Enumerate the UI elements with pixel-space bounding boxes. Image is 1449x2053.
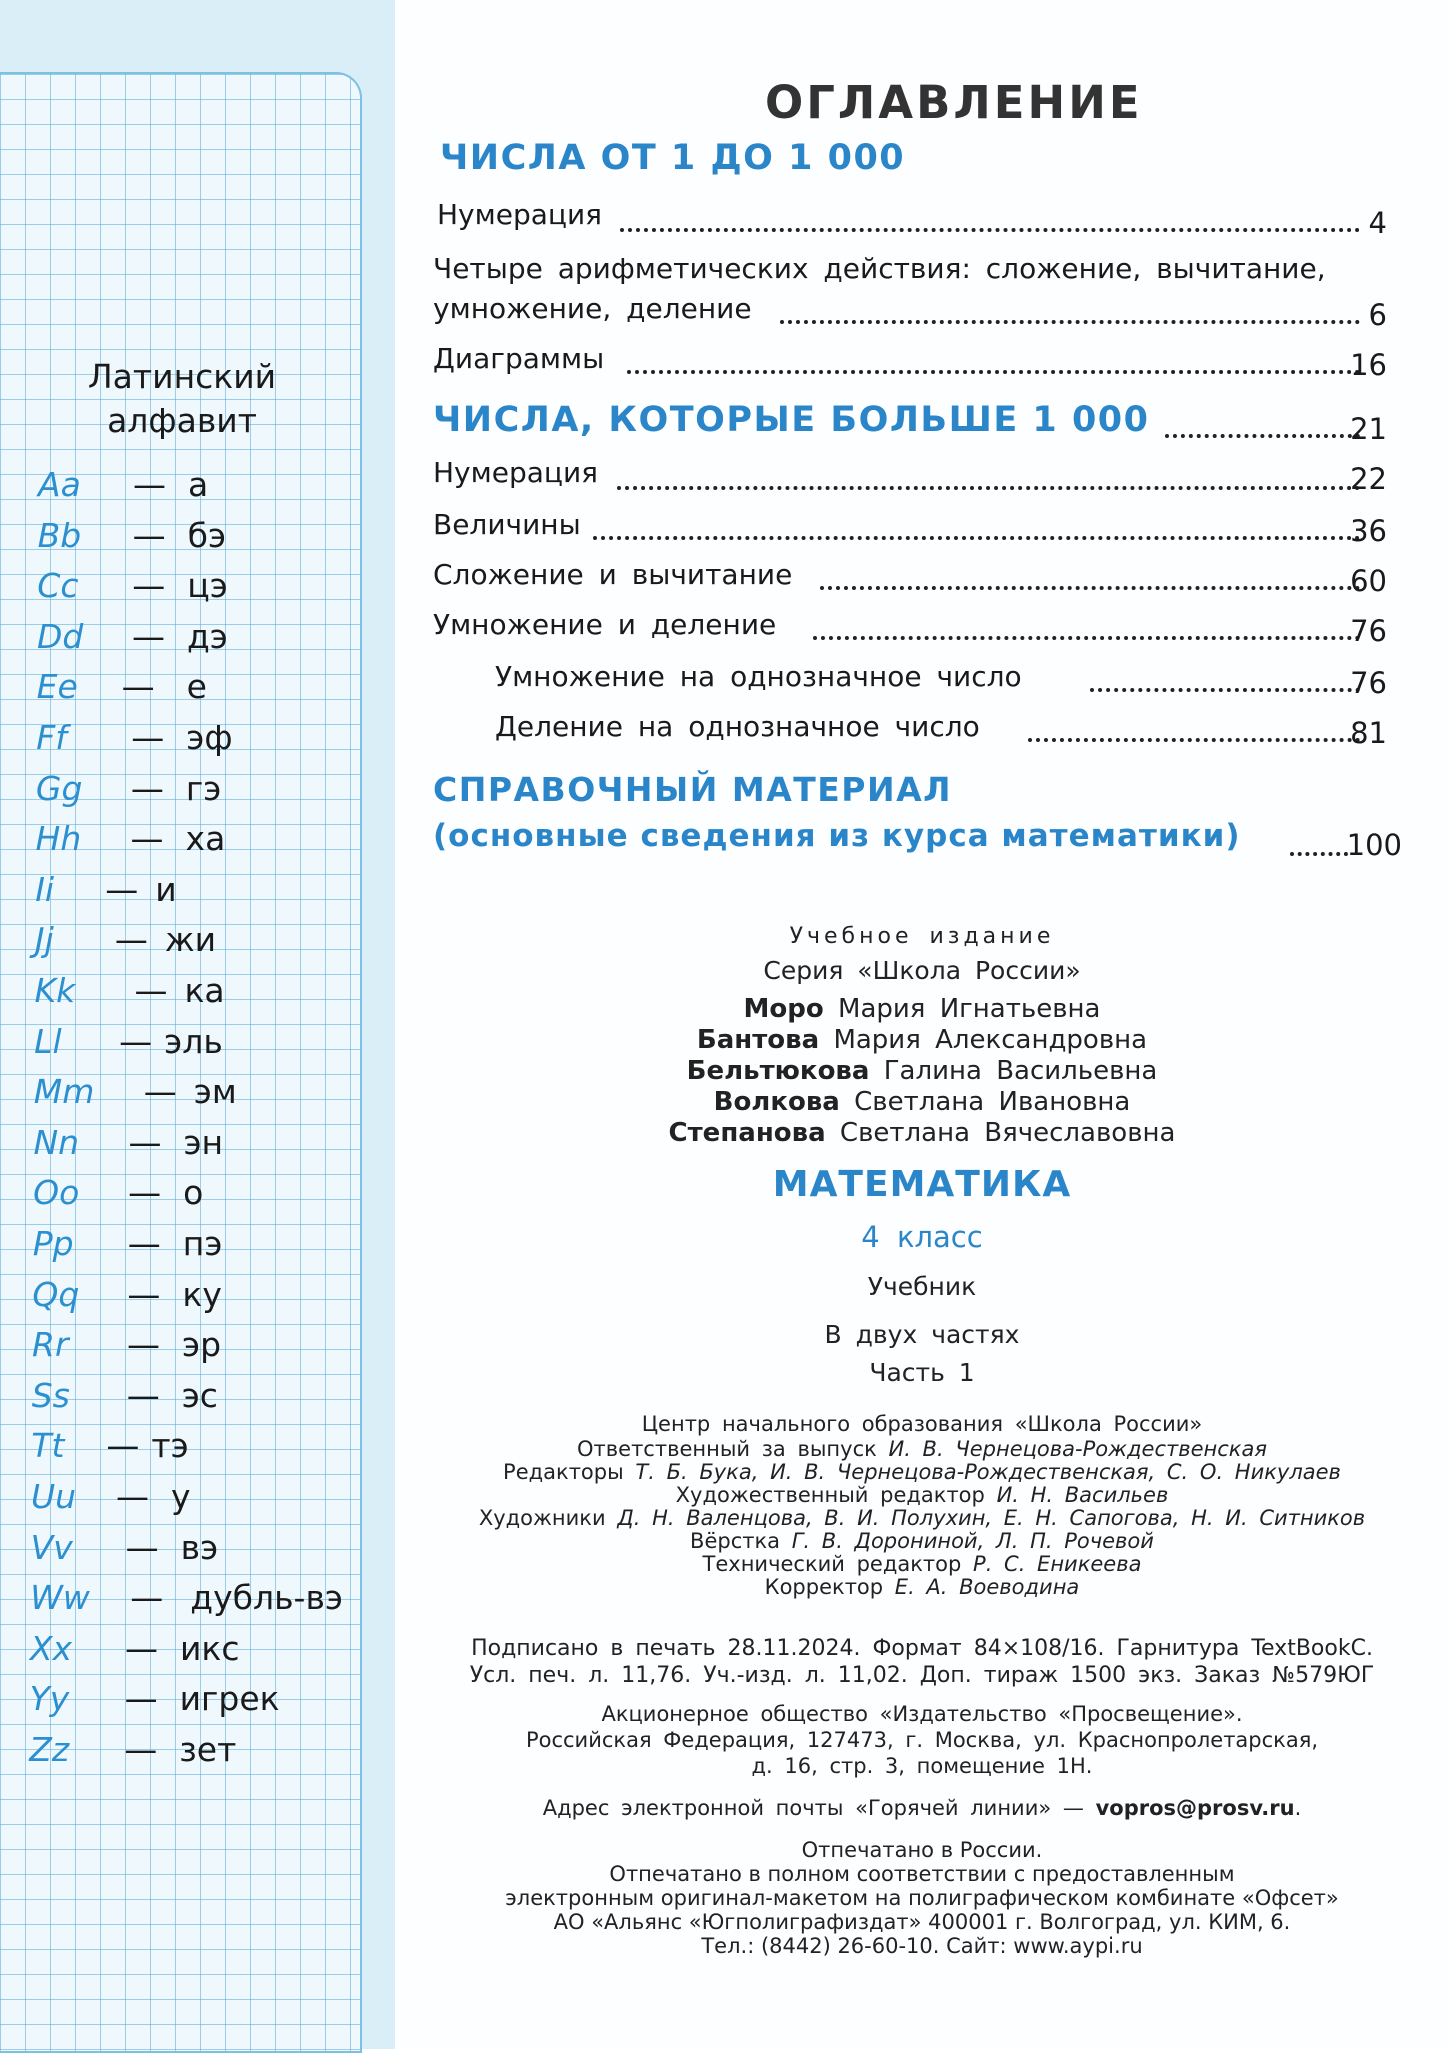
credit-role: Вёрстка: [690, 1529, 781, 1553]
latin-letter: Yy: [29, 1679, 70, 1719]
latin-letter: Rr: [32, 1325, 69, 1365]
letter-name: тэ: [151, 1426, 189, 1466]
credit-role: Корректор: [764, 1575, 884, 1599]
page-number: 22: [1350, 462, 1387, 496]
credit-role: Художественный редактор: [675, 1483, 985, 1507]
author-given-name: Мария Александровна: [833, 1025, 1148, 1055]
letter-name: эм: [193, 1072, 237, 1112]
dash: —: [121, 667, 155, 707]
letter-name: дэ: [186, 616, 228, 656]
grade-label: 4 класс: [861, 1220, 983, 1254]
dash: —: [127, 1224, 161, 1263]
latin-letter: Aa: [38, 465, 81, 504]
letter-name: икс: [179, 1628, 240, 1668]
credit-line: [395, 1552, 1449, 1576]
latin-letter: Ff: [36, 718, 67, 757]
contents-page: [395, 0, 1449, 2049]
part-label: Часть 1: [869, 1358, 975, 1387]
dash: —: [128, 1173, 162, 1213]
print-info-line2: Усл. печ. л. 11,76. Уч.-изд. л. 11,02. Доп. тираж 1500 экз. Заказ №579ЮГ: [469, 1663, 1375, 1688]
section-3-title-line1: СПРАВОЧНЫЙ МАТЕРИАЛ: [433, 770, 953, 809]
leader-dots: [627, 364, 1360, 374]
author-line: [395, 1056, 1449, 1086]
toc-entry-numeration-1: Нумерация: [437, 198, 603, 231]
printed-line4: АО «Альянс «Югполиграфиздат» 400001 г. Волгоград, ул. КИМ, 6.: [553, 1910, 1291, 1934]
dash: —: [125, 1527, 159, 1567]
latin-letter: Vv: [30, 1527, 73, 1567]
latin-letter: Gg: [35, 768, 83, 808]
credit-names: Т. Б. Бука, И. В. Чернецова-Рождественская, С. О. Никулаев: [635, 1460, 1341, 1484]
letter-name: эс: [181, 1375, 218, 1415]
toc-entry-numeration-2: Нумерация: [433, 456, 599, 489]
dash: —: [131, 718, 165, 757]
page-number: 76: [1350, 666, 1387, 700]
dash: —: [124, 1679, 158, 1719]
publisher-line3: д. 16, стр. 3, помещение 1Н.: [751, 1754, 1093, 1778]
letter-name: эн: [183, 1122, 224, 1162]
email-end: .: [1294, 1796, 1302, 1820]
latin-letter: Kk: [34, 971, 76, 1010]
credit-names: Д. Н. Валенцова, В. И. Полухин, Е. Н. Сапогова, Н. И. Ситников: [617, 1506, 1366, 1530]
center-label: Центр начального образования «Школа России»: [641, 1412, 1203, 1436]
author-line: [395, 994, 1449, 1024]
author-given-name: Галина Васильевна: [883, 1056, 1158, 1086]
page-number: 81: [1350, 716, 1387, 750]
credit-line: [395, 1575, 1449, 1599]
dash: —: [124, 1628, 158, 1668]
letter-name: у: [171, 1477, 191, 1516]
credit-line: [395, 1437, 1449, 1461]
latin-letter: Ww: [30, 1578, 90, 1618]
series-label: Серия «Школа России»: [763, 956, 1081, 985]
printed-line3: электронным оригинал-макетом на полиграфическом комбинате «Офсет»: [505, 1886, 1339, 1910]
toc-entry-addition-subtraction: Сложение и вычитание: [433, 558, 793, 591]
latin-letter: Hh: [35, 819, 82, 859]
latin-letter: Ll: [34, 1021, 62, 1061]
credit-names: И. В. Чернецова-Рождественская: [888, 1437, 1267, 1461]
author-surname: Моро: [743, 994, 824, 1024]
credit-role: Художники: [478, 1506, 606, 1530]
author-given-name: Светлана Ивановна: [854, 1087, 1131, 1117]
toc-entry-quantities: Величины: [433, 508, 581, 541]
author-given-name: Светлана Вячеславовна: [839, 1118, 1176, 1148]
dash: —: [130, 1578, 164, 1618]
author-line: [395, 1087, 1449, 1117]
email-address[interactable]: vopros@prosv.ru: [1095, 1796, 1295, 1820]
parts-label: В двух частях: [824, 1320, 1020, 1349]
latin-letter: Ii: [35, 869, 55, 909]
dash: —: [134, 971, 168, 1010]
dash: —: [114, 920, 148, 960]
alphabet-title-line1: Латинский: [87, 357, 277, 396]
dash: —: [106, 1426, 140, 1466]
page-number: 100: [1346, 828, 1402, 862]
latin-letter: Zz: [29, 1730, 70, 1769]
page-number: 36: [1350, 514, 1387, 548]
latin-alphabet-strip: [0, 0, 395, 2049]
letter-name: ха: [185, 819, 226, 859]
letter-name: цэ: [187, 566, 228, 606]
letter-name: вэ: [180, 1527, 219, 1567]
dash: —: [130, 768, 164, 808]
dash: —: [127, 1325, 161, 1365]
publisher-line2: Российская Федерация, 127473, г. Москва, ул. Краснопролетарская,: [525, 1728, 1319, 1752]
alphabet-title-line2: алфавит: [107, 401, 257, 440]
latin-letter: Ss: [31, 1375, 70, 1415]
dash: —: [131, 616, 165, 656]
leader-dots: [620, 222, 1360, 232]
letter-name: бэ: [187, 515, 227, 555]
dash: —: [126, 1375, 160, 1415]
latin-letter: Dd: [36, 616, 84, 656]
letter-name: пэ: [182, 1224, 223, 1263]
letter-name: и: [155, 869, 177, 909]
latin-letter: Xx: [29, 1628, 73, 1668]
credit-names: Г. В. Дорониной, Л. П. Рочевой: [791, 1529, 1154, 1553]
author-given-name: Мария Игнатьевна: [838, 994, 1101, 1024]
dash: —: [143, 1072, 177, 1112]
letter-name: е: [186, 667, 207, 707]
latin-letter: Pp: [32, 1224, 74, 1263]
leader-dots: [617, 480, 1360, 490]
page-number: 6: [1368, 298, 1387, 332]
credit-line: [395, 1506, 1449, 1530]
dash: —: [132, 515, 166, 555]
author-surname: Степанова: [668, 1118, 826, 1148]
publisher-line1: Акционерное общество «Издательство «Просвещение».: [601, 1702, 1243, 1726]
credit-role: Редакторы: [503, 1460, 624, 1484]
latin-letter: Tt: [31, 1426, 65, 1466]
email-line: [395, 1796, 1449, 1820]
latin-letter: Nn: [33, 1122, 80, 1162]
printed-line1: Отпечатано в России.: [801, 1838, 1043, 1862]
dash: —: [133, 465, 166, 504]
section-3-title-line2: (основные сведения из курса математики): [433, 818, 1241, 854]
author-surname: Волкова: [713, 1087, 840, 1117]
page-number: 76: [1350, 614, 1387, 648]
credit-names: Р. С. Еникеева: [973, 1552, 1142, 1576]
credit-names: Е. А. Воеводина: [894, 1575, 1080, 1599]
credit-role: Ответственный за выпуск: [577, 1437, 877, 1461]
author-line: [395, 1118, 1449, 1148]
leader-dots: [813, 630, 1360, 640]
alphabet-title: [62, 355, 302, 443]
letter-name: а: [188, 465, 209, 504]
subject-title: МАТЕМАТИКА: [772, 1164, 1072, 1205]
page-number: 60: [1350, 564, 1387, 598]
printed-line2: Отпечатано в полном соответствии с предоставленным: [609, 1862, 1235, 1886]
latin-letter: Oo: [33, 1173, 80, 1213]
latin-letter: Mm: [33, 1072, 95, 1112]
latin-letter: Jj: [34, 920, 54, 960]
toc-entry-arithmetic-line2: умножение, деление: [433, 292, 752, 325]
email-label: Адрес электронной почты «Горячей линии» —: [542, 1796, 1084, 1820]
book-type-label: Учебник: [867, 1272, 977, 1301]
letter-name: игрек: [179, 1679, 280, 1719]
letter-name: гэ: [185, 768, 222, 808]
credit-names: И. Н. Васильев: [996, 1483, 1169, 1507]
dash: —: [119, 1021, 153, 1061]
credit-line: [395, 1483, 1449, 1507]
letter-name: жи: [164, 920, 217, 960]
letter-name: эф: [186, 718, 233, 757]
page-number: 4: [1368, 206, 1387, 240]
letter-name: дубль-вэ: [190, 1578, 344, 1618]
letter-name: ку: [182, 1274, 222, 1314]
toc-title: ОГЛАВЛЕНИЕ: [765, 76, 1143, 129]
section-1-title: ЧИСЛА ОТ 1 ДО 1 000: [440, 138, 906, 178]
dash: —: [132, 566, 166, 606]
page-number: 16: [1350, 348, 1387, 382]
letter-name: эль: [164, 1021, 223, 1061]
toc-entry-divide-single-digit: Деление на однозначное число: [495, 710, 980, 743]
dash: —: [116, 1477, 149, 1516]
toc-entry-diagrams: Диаграммы: [433, 342, 605, 375]
toc-entry-arithmetic-line1: Четыре арифметических действия: сложение, вычитание,: [433, 252, 1326, 285]
credit-line: [395, 1529, 1449, 1553]
letter-name: эр: [182, 1325, 222, 1365]
dash: —: [124, 1730, 158, 1769]
latin-letter: Cc: [37, 566, 79, 606]
dash: —: [127, 1274, 161, 1314]
toc-entry-multiplication-division: Умножение и деление: [433, 608, 777, 641]
dash: —: [128, 1122, 162, 1162]
page-number: 21: [1350, 412, 1387, 446]
leader-dots: [780, 314, 1360, 324]
edition-label: Учебное издание: [789, 924, 1055, 949]
letter-name: ка: [184, 971, 225, 1010]
leader-dots: [820, 580, 1360, 590]
dash: —: [105, 869, 139, 909]
author-line: [395, 1025, 1449, 1055]
latin-letter: Ee: [36, 667, 78, 707]
dash: —: [130, 819, 164, 859]
letter-name: зет: [179, 1730, 237, 1769]
section-2-title: ЧИСЛА, КОТОРЫЕ БОЛЬШЕ 1 000: [433, 400, 1150, 440]
latin-letter: Qq: [32, 1274, 80, 1314]
author-surname: Бельтюкова: [686, 1056, 870, 1086]
print-info-line1: Подписано в печать 28.11.2024. Формат 84×108/16. Гарнитура TextBookC.: [471, 1636, 1373, 1661]
credit-line: [395, 1460, 1449, 1484]
letter-name: о: [183, 1173, 204, 1213]
leader-dots: [593, 530, 1360, 540]
author-surname: Бантова: [696, 1025, 820, 1055]
credit-role: Технический редактор: [702, 1552, 962, 1576]
latin-letter: Bb: [37, 515, 82, 555]
latin-letter: Uu: [31, 1477, 77, 1516]
toc-entry-multiply-single-digit: Умножение на однозначное число: [495, 660, 1022, 693]
printed-line5: Тел.: (8442) 26-60-10. Сайт: www.aypi.ru: [701, 1934, 1143, 1958]
